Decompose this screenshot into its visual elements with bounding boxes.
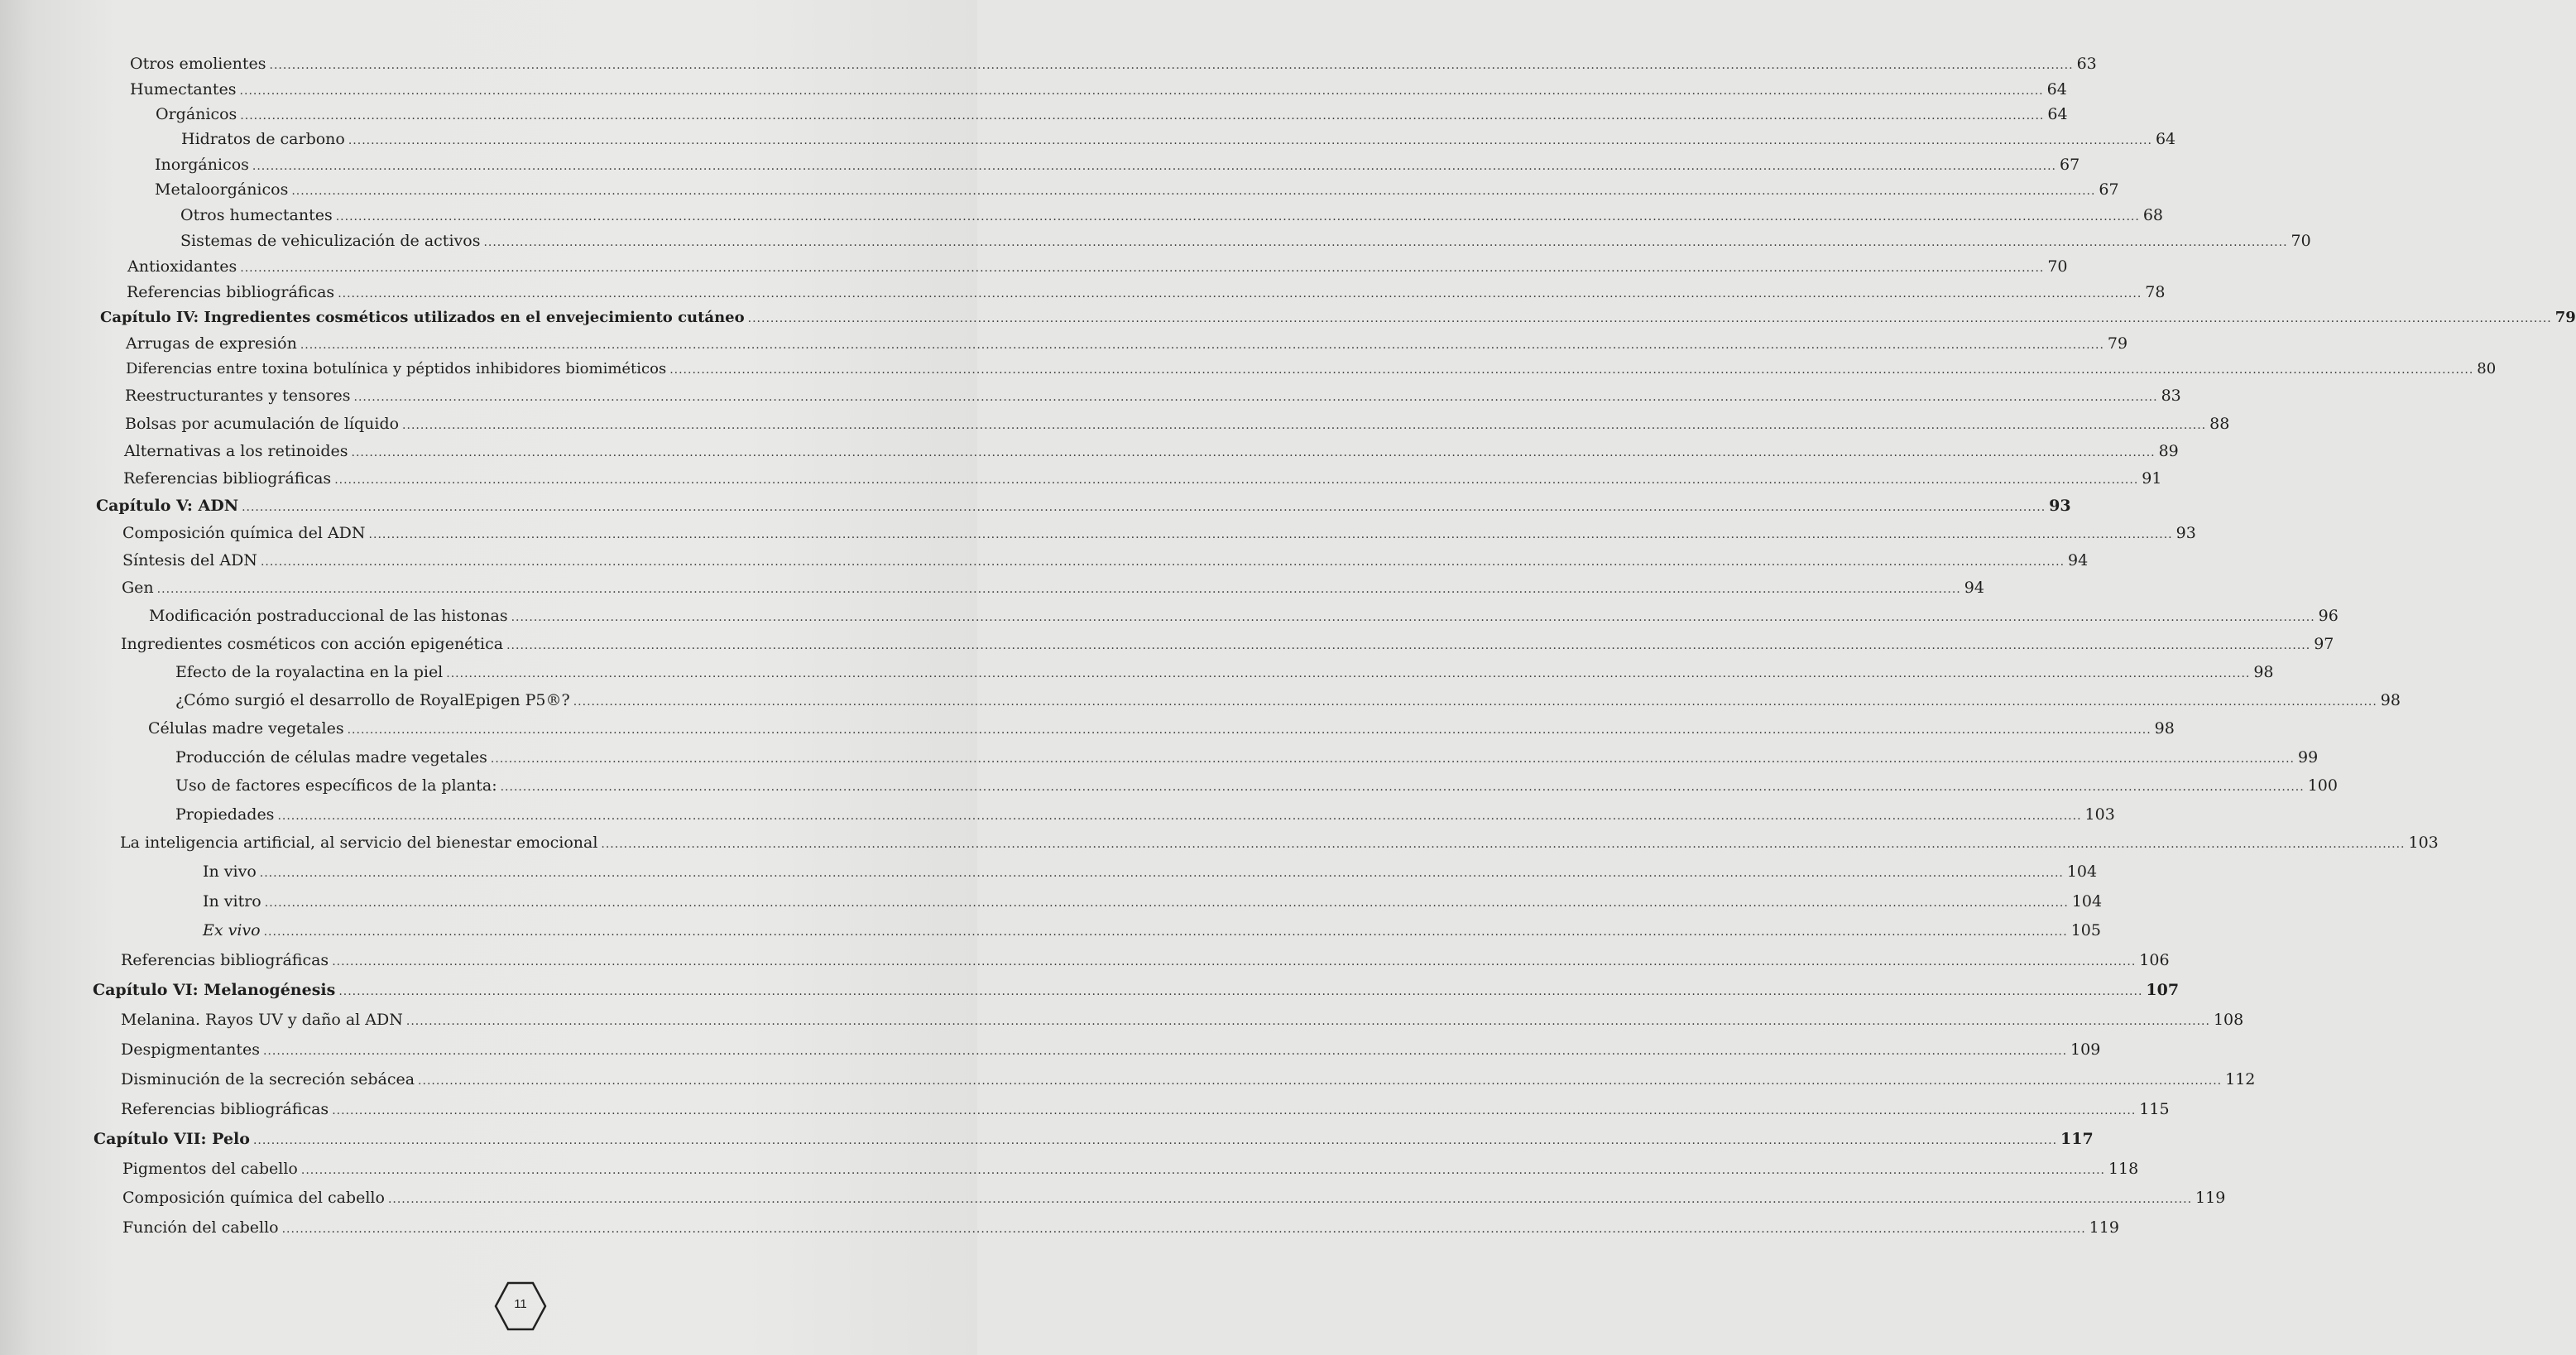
toc-entry (203, 892, 2103, 911)
toc-entry-page: 119 (2089, 1218, 2119, 1237)
toc-entry-label: Melanina. Rayos UV y daño al ADN (121, 1011, 403, 1029)
toc-entry (126, 360, 2497, 377)
toc-entry-page: 103 (2408, 834, 2439, 852)
toc-entry-page: 118 (2108, 1160, 2139, 1178)
toc-leader: ................................................................................................................................................................................................................................................................................................................................................................................................................ (353, 391, 2158, 404)
toc-entry-page: 70 (2291, 232, 2311, 250)
toc-entry (203, 862, 2098, 881)
toc-entry (175, 691, 2401, 709)
toc-entry-page: 103 (2084, 805, 2115, 824)
toc-leader: ................................................................................................................................................................................................................................................................................................................................................................................................................ (500, 781, 2305, 794)
toc-leader: ................................................................................................................................................................................................................................................................................................................................................................................................................ (348, 134, 2152, 147)
toc-entry (175, 663, 2274, 681)
toc-entry (121, 1100, 2170, 1118)
toc-leader: ................................................................................................................................................................................................................................................................................................................................................................................................................ (281, 1223, 2086, 1236)
toc-entry-label: Reestructurantes y tensores (125, 387, 351, 405)
toc-leader: ................................................................................................................................................................................................................................................................................................................................................................................................................ (240, 109, 2045, 123)
toc-entry-page: 119 (2195, 1189, 2226, 1207)
toc-entry (175, 748, 2319, 766)
toc-entry-label: La inteligencia artificial, al servicio del bienestar emocional (120, 834, 598, 852)
toc-entry-label: Ingredientes cosméticos con acción epigenética (121, 635, 504, 653)
toc-chapter-label: Capítulo V: ADN (96, 497, 239, 515)
toc-entry-page: 94 (2068, 551, 2089, 569)
toc-leader: ................................................................................................................................................................................................................................................................................................................................................................................................................ (669, 363, 2474, 377)
toc-leader: ................................................................................................................................................................................................................................................................................................................................................................................................................ (252, 160, 2056, 173)
toc-leader: ................................................................................................................................................................................................................................................................................................................................................................................................................ (334, 473, 2139, 487)
toc-entry-label: Función del cabello (122, 1218, 279, 1237)
toc-entry (156, 105, 2068, 123)
toc-entry (130, 55, 2097, 73)
toc-entry-page: 94 (1964, 579, 1984, 597)
toc-chapter-page: 93 (2049, 497, 2071, 515)
toc-entry-label: In vitro (203, 892, 261, 911)
toc-leader: ................................................................................................................................................................................................................................................................................................................................................................................................................ (483, 236, 2288, 249)
toc-leader: ................................................................................................................................................................................................................................................................................................................................................................................................................ (332, 1104, 2137, 1117)
toc-entry (155, 156, 2080, 174)
toc-entry (122, 524, 2196, 542)
toc-entry (124, 442, 2179, 460)
toc-leader: ................................................................................................................................................................................................................................................................................................................................................................................................................ (242, 501, 2046, 514)
toc-leader: ................................................................................................................................................................................................................................................................................................................................................................................................................ (335, 210, 2140, 223)
toc-entry-label: Bolsas por acumulación de líquido (125, 415, 400, 433)
toc-entry-label: Orgánicos (156, 105, 237, 123)
toc-entry-label: Alternativas a los retinoides (124, 442, 348, 460)
toc-chapter-entry (93, 981, 2180, 999)
toc-entry (148, 719, 2175, 738)
page-number: 11 (514, 1297, 527, 1311)
toc-entry (122, 579, 1984, 597)
toc-entry-label: Ex vivo (203, 921, 261, 939)
toc-entry-label: Producción de células madre vegetales (175, 748, 487, 766)
toc-entry-page: 100 (2307, 776, 2338, 795)
toc-entry-page: 104 (2071, 892, 2103, 911)
toc-entry-label: Composición química del ADN (122, 524, 366, 542)
toc-entry-label: Otros emolientes (130, 55, 266, 73)
toc-entry-page: 78 (2145, 283, 2166, 301)
toc-entry-page: 108 (2213, 1011, 2244, 1029)
toc-entry-label: Arrugas de expresión (126, 334, 297, 353)
toc-leader: ................................................................................................................................................................................................................................................................................................................................................................................................................ (332, 955, 2137, 968)
toc-leader: ................................................................................................................................................................................................................................................................................................................................................................................................................ (260, 555, 2065, 569)
toc-entry (181, 130, 2176, 148)
toc-entry (121, 951, 2170, 969)
toc-leader: ................................................................................................................................................................................................................................................................................................................................................................................................................ (506, 639, 2311, 652)
toc-entry-label: Referencias bibliográficas (121, 1100, 329, 1118)
toc-entry (120, 834, 2439, 852)
toc-entry-label: Referencias bibliográficas (121, 951, 329, 969)
toc-entry-label: Despigmentantes (121, 1040, 260, 1059)
toc-entry-page: 70 (2047, 257, 2068, 276)
toc-entry-label: Células madre vegetales (148, 719, 344, 738)
toc-leader: ................................................................................................................................................................................................................................................................................................................................................................................................................ (351, 446, 2156, 459)
toc-leader: ................................................................................................................................................................................................................................................................................................................................................................................................................ (347, 723, 2151, 737)
toc-entry-page: 104 (2066, 862, 2098, 881)
toc-entry-page: 106 (2139, 951, 2170, 969)
toc-leader: ................................................................................................................................................................................................................................................................................................................................................................................................................ (240, 262, 2045, 275)
toc-leader: ................................................................................................................................................................................................................................................................................................................................................................................................................ (264, 896, 2069, 910)
toc-entry-page: 64 (2047, 105, 2068, 123)
toc-entry-page: 63 (2076, 55, 2097, 73)
toc-entry (122, 1160, 2139, 1178)
toc-chapter-label: Capítulo IV: Ingredientes cosméticos utilizados en el envejecimiento cutáneo (100, 309, 745, 326)
toc-leader: ................................................................................................................................................................................................................................................................................................................................................................................................................ (368, 528, 2173, 541)
toc-chapter-page: 117 (2060, 1130, 2094, 1148)
toc-entry-label: Otros humectantes (180, 206, 333, 224)
toc-entry (122, 1189, 2226, 1207)
toc-entry (175, 776, 2338, 795)
toc-entry (121, 635, 2334, 653)
toc-entry-page: 99 (2298, 748, 2319, 766)
toc-entry (126, 334, 2128, 353)
toc-entry (122, 551, 2089, 569)
toc-entry-label: In vivo (203, 862, 257, 881)
toc-entry-page: 109 (2070, 1040, 2101, 1059)
toc-entry-page: 98 (2154, 719, 2175, 738)
toc-entry-label: Hidratos de carbono (181, 130, 345, 148)
toc-leader: ................................................................................................................................................................................................................................................................................................................................................................................................................ (573, 695, 2377, 709)
toc-leader: ................................................................................................................................................................................................................................................................................................................................................................................................................ (418, 1074, 2223, 1088)
toc-entry (125, 387, 2181, 405)
toc-entry-label: Síntesis del ADN (122, 551, 257, 569)
toc-entry-page: 93 (2175, 524, 2196, 542)
toc-leader: ................................................................................................................................................................................................................................................................................................................................................................................................................ (446, 667, 2251, 680)
page-number-badge (494, 1280, 547, 1333)
toc-entry (121, 1040, 2101, 1059)
toc-leader: ................................................................................................................................................................................................................................................................................................................................................................................................................ (239, 84, 2044, 98)
toc-entry (203, 921, 2101, 939)
toc-entry (175, 805, 2115, 824)
toc-entry (121, 1011, 2244, 1029)
toc-entry-page: 112 (2225, 1070, 2256, 1088)
toc-leader: ................................................................................................................................................................................................................................................................................................................................................................................................................ (387, 1193, 2193, 1206)
toc-leader: ................................................................................................................................................................................................................................................................................................................................................................................................................ (277, 810, 2082, 823)
toc-leader: ................................................................................................................................................................................................................................................................................................................................................................................................................ (405, 1015, 2210, 1028)
toc-entry-label: Pigmentos del cabello (122, 1160, 298, 1178)
toc-entry (155, 180, 2119, 199)
toc-chapter-entry (100, 309, 2576, 326)
toc-entry (123, 469, 2162, 488)
toc-entry-page: 79 (2107, 334, 2128, 353)
toc-chapter-page: 107 (2146, 981, 2180, 999)
toc-entry-page: 83 (2161, 387, 2181, 405)
toc-entry (130, 80, 2067, 99)
toc-leader: ................................................................................................................................................................................................................................................................................................................................................................................................................ (338, 985, 2143, 998)
toc-entry-label: Referencias bibliográficas (127, 283, 335, 301)
toc-entry-page: 89 (2158, 442, 2179, 460)
toc-entry-label: Sistemas de vehiculización de activos (180, 232, 481, 250)
toc-leader: ................................................................................................................................................................................................................................................................................................................................................................................................................ (490, 752, 2295, 766)
toc-entry-page: 88 (2209, 415, 2230, 433)
toc-chapter-label: Capítulo VI: Melanogénesis (93, 981, 336, 999)
toc-leader: ................................................................................................................................................................................................................................................................................................................................................................................................................ (269, 59, 2074, 72)
toc-leader: ................................................................................................................................................................................................................................................................................................................................................................................................................ (747, 312, 2552, 325)
toc-entry-label: Propiedades (175, 805, 275, 824)
toc-entry-page: 68 (2142, 206, 2163, 224)
toc-entry-label: Diferencias entre toxina botulínica y péptidos inhibidores biomiméticos (126, 360, 667, 377)
toc-leader: ................................................................................................................................................................................................................................................................................................................................................................................................................ (300, 1164, 2105, 1177)
toc-entry (122, 1218, 2119, 1237)
toc-entry-page: 98 (2380, 691, 2401, 709)
toc-entry-page: 64 (2155, 130, 2176, 148)
toc-entry-label: Gen (122, 579, 154, 597)
toc-entry-label: Efecto de la royalactina en la piel (175, 663, 444, 681)
toc-entry (180, 232, 2311, 250)
toc-entry-label: Humectantes (130, 80, 237, 99)
toc-entry-page: 105 (2070, 921, 2101, 939)
toc-entry-page: 67 (2099, 180, 2119, 199)
toc-leader: ................................................................................................................................................................................................................................................................................................................................................................................................................ (262, 1045, 2068, 1058)
toc-entry (180, 206, 2163, 224)
toc-entry-page: 80 (2477, 360, 2497, 377)
toc-leader: ................................................................................................................................................................................................................................................................................................................................................................................................................ (338, 287, 2142, 300)
toc-entry (127, 257, 2068, 276)
toc-entry-label: ¿Cómo surgió el desarrollo de RoyalEpigen P5®? (175, 691, 570, 709)
toc-chapter-label: Capítulo VII: Pelo (94, 1130, 250, 1148)
toc-leader: ................................................................................................................................................................................................................................................................................................................................................................................................................ (291, 185, 2096, 198)
toc-entry-label: Antioxidantes (127, 257, 237, 276)
toc-entry-label: Disminución de la secreción sebácea (121, 1070, 415, 1088)
toc-entry (149, 607, 2339, 625)
toc-leader: ................................................................................................................................................................................................................................................................................................................................................................................................................ (601, 838, 2406, 851)
toc-entry-page: 91 (2142, 469, 2162, 488)
toc-leader: ................................................................................................................................................................................................................................................................................................................................................................................................................ (263, 925, 2068, 939)
toc-entry (127, 283, 2166, 301)
toc-entry-label: Metaloorgánicos (155, 180, 289, 199)
toc-entry-label: Inorgánicos (155, 156, 249, 174)
toc-entry-page: 98 (2253, 663, 2274, 681)
toc-leader: ................................................................................................................................................................................................................................................................................................................................................................................................................ (402, 419, 2207, 432)
toc-chapter-entry (94, 1130, 2094, 1148)
toc-entry-label: Modificación postraduccional de las histonas (149, 607, 508, 625)
toc-entry-label: Uso de factores específicos de la planta: (175, 776, 497, 795)
toc-entry-label: Referencias bibliográficas (123, 469, 332, 488)
toc-entry (121, 1070, 2256, 1088)
toc-leader: ................................................................................................................................................................................................................................................................................................................................................................................................................ (300, 339, 2104, 352)
toc-entry-label: Composición química del cabello (122, 1189, 385, 1207)
toc-entry-page: 97 (2314, 635, 2334, 653)
toc-entry-page: 96 (2318, 607, 2339, 625)
toc-entry-page: 115 (2139, 1100, 2170, 1118)
toc-leader: ................................................................................................................................................................................................................................................................................................................................................................................................................ (156, 583, 1961, 596)
toc-entry (125, 415, 2230, 433)
toc-entry-page: 64 (2046, 80, 2067, 99)
toc-entry-page: 67 (2059, 156, 2080, 174)
toc-chapter-page: 79 (2554, 309, 2576, 326)
toc-leader: ................................................................................................................................................................................................................................................................................................................................................................................................................ (511, 611, 2315, 624)
toc-leader: ................................................................................................................................................................................................................................................................................................................................................................................................................ (252, 1134, 2058, 1147)
toc-chapter-entry (96, 497, 2071, 515)
toc-leader: ................................................................................................................................................................................................................................................................................................................................................................................................................ (259, 867, 2064, 880)
